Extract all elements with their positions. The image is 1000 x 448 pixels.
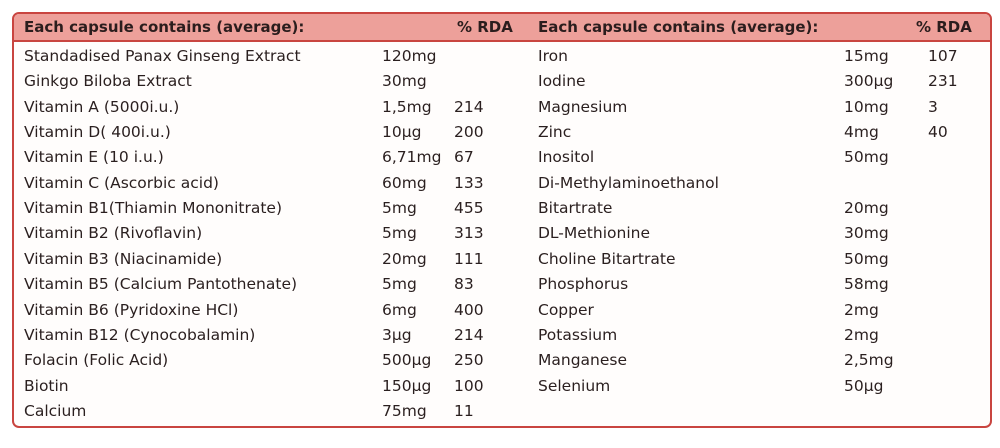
nutrient-rda: 133 [454, 173, 484, 192]
nutrient-name: Iodine [538, 72, 586, 91]
nutrient-name: Vitamin B3 (Niacinamide) [24, 249, 223, 268]
table-row [24, 69, 494, 94]
nutrient-amount: 5mg [382, 275, 417, 294]
nutrient-amount: 20mg [382, 249, 427, 268]
nutrient-name: Vitamin D( 400i.u.) [24, 123, 171, 142]
nutrient-amount: 5mg [382, 199, 417, 218]
table-row [24, 348, 494, 373]
nutrient-amount: 150μg [382, 376, 432, 395]
nutrient-amount: 2mg [844, 300, 879, 319]
nutrient-rda: 455 [454, 199, 484, 218]
table-row [538, 298, 992, 323]
table-row [24, 399, 494, 424]
nutrient-rda: 214 [454, 325, 484, 344]
nutrient-name: Vitamin B1(Thiamin Mononitrate) [24, 199, 282, 218]
nutrient-name: Vitamin B5 (Calcium Pantothenate) [24, 275, 298, 294]
nutrient-amount: 1,5mg [382, 97, 432, 116]
nutrient-rda: 313 [454, 224, 484, 243]
nutrient-name: Biotin [24, 376, 69, 395]
nutrient-amount: 3μg [382, 325, 412, 344]
nutrient-amount: 75mg [382, 401, 427, 420]
table-row [538, 95, 992, 120]
left-header-rda: % RDA [457, 18, 513, 36]
table-row [538, 171, 992, 196]
nutrient-amount: 2,5mg [844, 351, 894, 370]
table-row [538, 69, 992, 94]
nutrient-name: Potassium [538, 325, 618, 344]
nutrient-amount: 10μg [382, 123, 422, 142]
table-row [538, 145, 992, 170]
nutrient-rda: 3 [928, 97, 938, 116]
nutrient-name: Vitamin E (10 i.u.) [24, 148, 164, 167]
nutrient-name: Standadised Panax Ginseng Extract [24, 47, 301, 65]
nutrient-name: DL-Methionine [538, 224, 650, 243]
nutrient-name: Inositol [538, 148, 595, 167]
right-header-title: Each capsule contains (average): [538, 18, 819, 36]
nutrient-rda: 67 [454, 148, 474, 167]
nutrient-name: Zinc [538, 123, 572, 142]
nutrient-name: Folacin (Folic Acid) [24, 351, 169, 370]
nutrient-amount: 120mg [382, 47, 437, 65]
table-row [538, 120, 992, 145]
nutrient-name: Calcium [24, 401, 87, 420]
nutrient-name: Di-Methylaminoethanol [538, 173, 719, 192]
table-header [14, 14, 990, 42]
table-row [24, 95, 494, 120]
nutrient-amount: 50μg [844, 376, 884, 395]
nutrient-name: Selenium [538, 376, 611, 395]
nutrient-name: Vitamin C (Ascorbic acid) [24, 173, 219, 192]
nutrient-name: Iron [538, 47, 568, 65]
nutrition-panel [12, 12, 992, 428]
nutrient-name: Magnesium [538, 97, 628, 116]
nutrient-amount: 58mg [844, 275, 889, 294]
left-header-title: Each capsule contains (average): [24, 18, 305, 36]
table-row [24, 196, 494, 221]
nutrient-rda: 11 [454, 401, 474, 420]
table-row [538, 374, 992, 399]
nutrient-rda: 40 [928, 123, 948, 142]
nutrient-amount: 500μg [382, 351, 432, 370]
table-row [538, 247, 992, 272]
nutrient-rda: 111 [454, 249, 484, 268]
table-row [24, 44, 494, 69]
nutrient-amount: 15mg [844, 47, 889, 65]
nutrient-name: Vitamin B6 (Pyridoxine HCl) [24, 300, 239, 319]
nutrient-amount: 5mg [382, 224, 417, 243]
nutrient-name: Vitamin A (5000i.u.) [24, 97, 180, 116]
table-row [538, 221, 992, 246]
table-row [24, 323, 494, 348]
table-row [538, 348, 992, 373]
nutrient-rda: 231 [928, 72, 958, 91]
table-row [538, 272, 992, 297]
nutrient-name: Copper [538, 300, 594, 319]
nutrient-amount: 20mg [844, 199, 889, 218]
nutrient-amount: 300μg [844, 72, 894, 91]
nutrient-amount: 50mg [844, 249, 889, 268]
nutrient-rda: 400 [454, 300, 484, 319]
nutrient-amount: 30mg [382, 72, 427, 91]
nutrient-name: Phosphorus [538, 275, 629, 294]
nutrient-amount: 6,71mg [382, 148, 442, 167]
table-row [24, 221, 494, 246]
nutrient-name: Bitartrate [538, 199, 613, 218]
nutrient-rda: 200 [454, 123, 484, 142]
nutrient-amount: 30mg [844, 224, 889, 243]
nutrient-rda: 250 [454, 351, 484, 370]
table-row [24, 145, 494, 170]
table-row [24, 120, 494, 145]
table-row [24, 272, 494, 297]
table-row [24, 298, 494, 323]
nutrient-amount: 4mg [844, 123, 879, 142]
table-row [24, 247, 494, 272]
table-row [24, 171, 494, 196]
nutrient-amount: 2mg [844, 325, 879, 344]
nutrient-rda: 83 [454, 275, 474, 294]
nutrient-rda: 214 [454, 97, 484, 116]
nutrient-name: Vitamin B2 (Rivoflavin) [24, 224, 203, 243]
table-row [24, 374, 494, 399]
nutrient-name: Choline Bitartrate [538, 249, 676, 268]
nutrient-name: Vitamin B12 (Cynocobalamin) [24, 325, 256, 344]
nutrient-name: Manganese [538, 351, 628, 370]
right-header-rda: % RDA [916, 18, 972, 36]
nutrient-amount: 6mg [382, 300, 417, 319]
nutrient-rda: 107 [928, 47, 958, 65]
table-row [538, 44, 992, 69]
nutrient-rda: 100 [454, 376, 484, 395]
nutrient-amount: 10mg [844, 97, 889, 116]
table-row [538, 196, 992, 221]
nutrient-amount: 60mg [382, 173, 427, 192]
nutrient-amount: 50mg [844, 148, 889, 167]
nutrient-name: Ginkgo Biloba Extract [24, 72, 192, 91]
table-row [538, 323, 992, 348]
